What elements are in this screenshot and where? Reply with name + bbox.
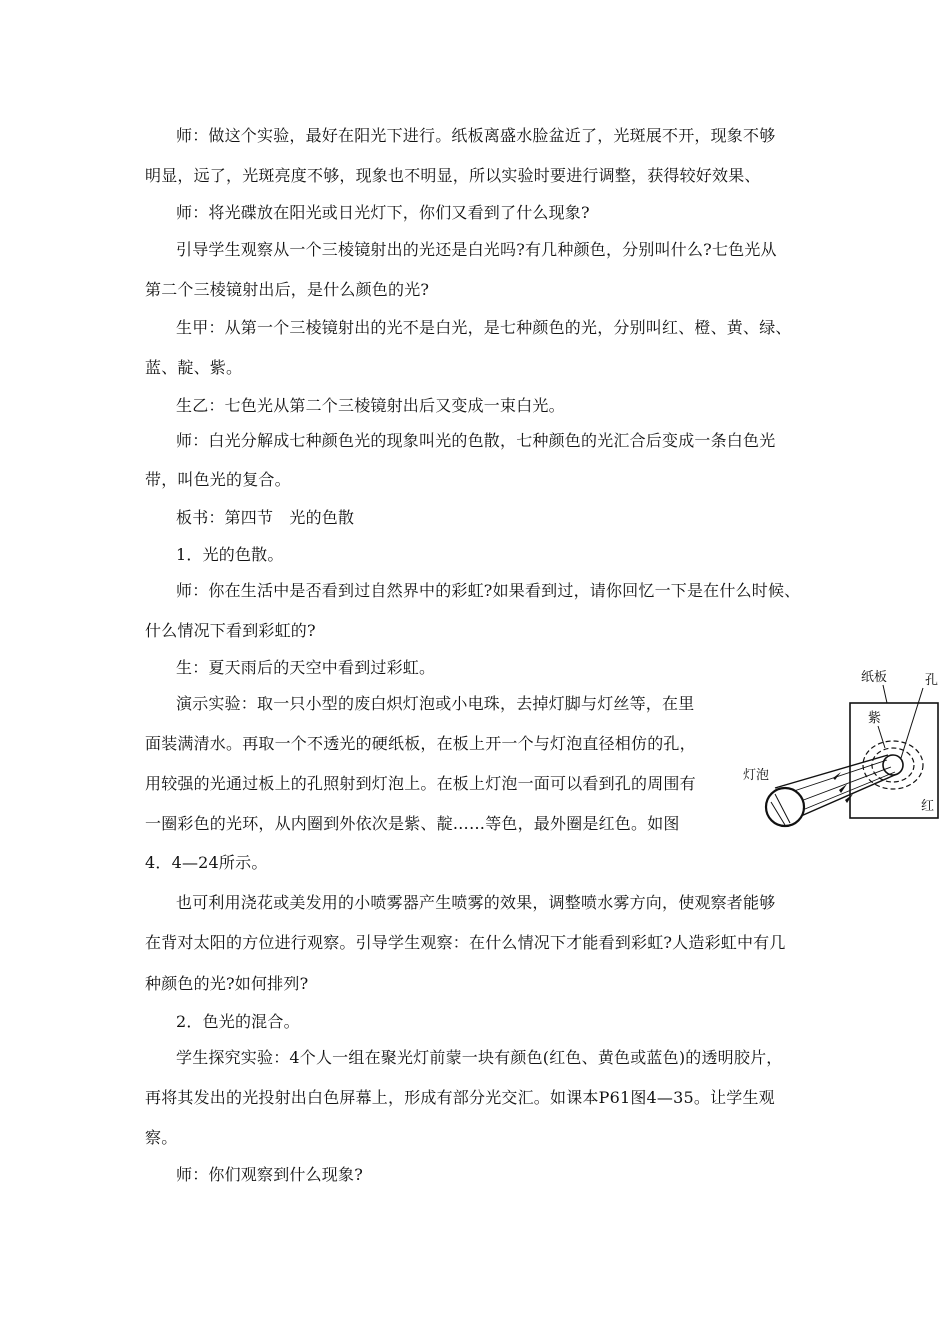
line-14: 什么情况下看到彩虹的? — [145, 621, 316, 640]
line-8: 生乙：七色光从第二个三棱镜射出后又变成一束白光。 — [176, 396, 565, 415]
label-bulb: 灯泡 — [743, 768, 770, 783]
line-21: 也可利用浇花或美发用的小喷雾器产生喷雾的效果，调整喷水雾方向，使观察者能够 — [176, 893, 776, 912]
line-7: 蓝、靛、紫。 — [145, 358, 243, 377]
line-19: 一圈彩色的光环，从内圈到外依次是紫、靛……等色，最外圈是红色。如图 — [145, 814, 680, 833]
label-hole: 孔 — [925, 673, 939, 688]
line-9: 师：白光分解成七种颜色光的现象叫光的色散，七种颜色的光汇合后变成一条白色光 — [176, 431, 776, 450]
hole — [883, 755, 903, 775]
bulb — [766, 788, 804, 826]
line-5: 第二个三棱镜射出后，是什么颜色的光? — [145, 280, 430, 299]
leader-board — [883, 685, 887, 703]
line-13: 师：你在生活中是否看到过自然界中的彩虹?如果看到过，请你回忆一下是在什么时候、 — [176, 581, 801, 600]
line-15: 生：夏天雨后的天空中看到过彩虹。 — [176, 658, 436, 677]
section-1-title: 1．光的色散。 — [176, 545, 284, 564]
section-2-title: 2．色光的混合。 — [176, 1012, 300, 1031]
beam-top — [775, 755, 888, 788]
line-2: 明显，远了，光斑亮度不够，现象也不明显，所以实验时要进行调整，获得较好效果、 — [145, 166, 761, 185]
line-1: 师：做这个实验，最好在阳光下进行。纸板离盛水脸盆近了，光斑展不开，现象不够 — [176, 126, 776, 145]
label-board: 纸板 — [861, 670, 888, 685]
board-heading: 板书：第四节 光的色散 — [176, 508, 355, 527]
line-20: 4．4—24所示。 — [145, 853, 268, 872]
line-26: 再将其发出的光投射出白色屏幕上，形成有部分光交汇。如课本P61图4—35。让学生观 — [145, 1088, 775, 1107]
line-28: 师：你们观察到什么现象? — [176, 1165, 363, 1184]
line-16: 演示实验：取一只小型的废白炽灯泡或小电珠，去掉灯脚与灯丝等，在里 — [176, 694, 695, 713]
line-25: 学生探究实验：4个人一组在聚光灯前蒙一块有颜色(红色、黄色或蓝色)的透明胶片， — [176, 1048, 783, 1067]
line-27: 察。 — [145, 1128, 178, 1147]
rainbow-ring-figure — [735, 660, 945, 850]
line-23: 种颜色的光?如何排列? — [145, 974, 309, 993]
label-red: 红 — [921, 799, 935, 814]
line-10: 带，叫色光的复合。 — [145, 470, 291, 489]
line-4: 引导学生观察从一个三棱镜射出的光还是白光吗?有几种颜色，分别叫什么?七色光从 — [176, 240, 777, 259]
label-purple: 紫 — [868, 711, 882, 726]
leader-hole — [901, 688, 923, 758]
line-18: 用较强的光通过板上的孔照射到灯泡上。在板上灯泡一面可以看到孔的周围有 — [145, 774, 696, 793]
line-22: 在背对太阳的方位进行观察。引导学生观察：在什么情况下才能看到彩虹?人造彩虹中有几 — [145, 933, 786, 952]
leader-purple — [878, 726, 885, 748]
line-6: 生甲：从第一个三棱镜射出的光不是白光，是七种颜色的光，分别叫红、橙、黄、绿、 — [176, 318, 792, 337]
line-3: 师：将光碟放在阳光或日光灯下，你们又看到了什么现象? — [176, 203, 590, 222]
line-17: 面装满清水。再取一个不透光的硬纸板，在板上开一个与灯泡直径相仿的孔， — [145, 734, 696, 753]
